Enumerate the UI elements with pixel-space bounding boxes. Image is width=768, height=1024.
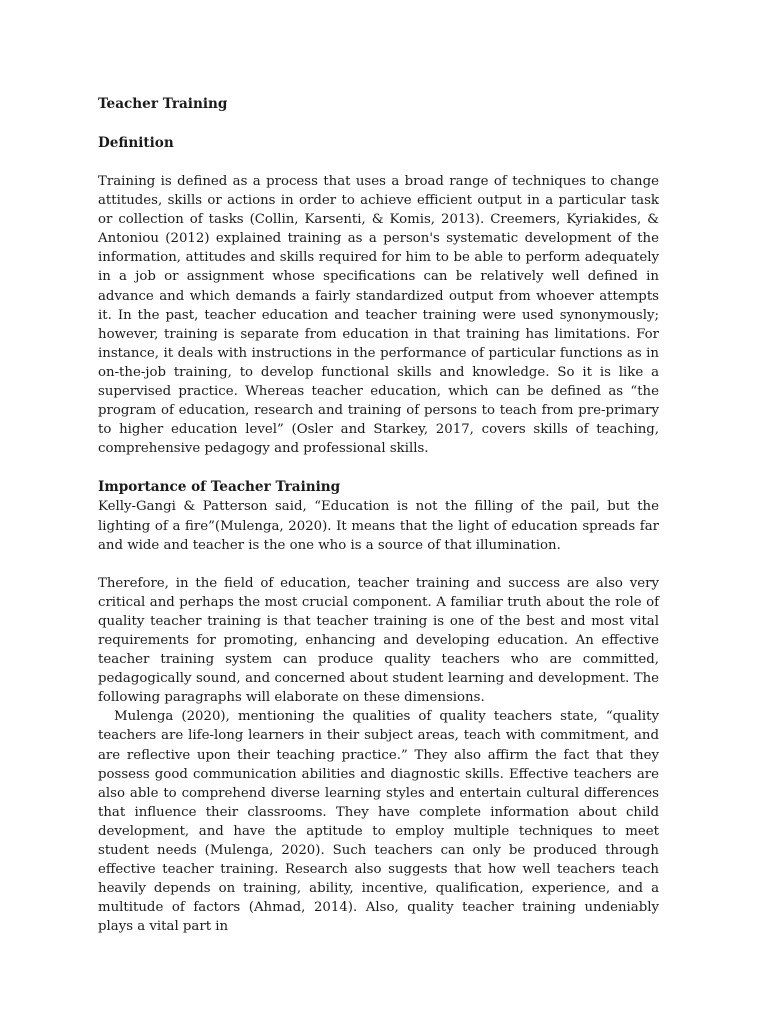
- importance-paragraph-critical: Therefore, in the field of education, teacher training and success are also very critical and perhaps the most crucial component. A familiar truth about the role of quality teacher training is that teacher training is one of the best and most vital requirements for promoting, enhancing and developing education. An effective teacher training system can produce quality teachers who are committed, pedagogically sound, and concerned about student learning and development. The following paragraphs will elaborate on these dimensions.: [98, 575, 659, 706]
- definition-paragraph: Training is defined as a process that uses a broad range of techniques to change attitudes, skills or actions in order to achieve efficient output in a particular task or collection of tasks (Collin, Karsenti, & Komis, 2013). Creemers, Kyriakides, & Antoniou (2012) explained training as a person's systematic development of the information, attitudes and skills required for him to be able to perform adequately in a job or assignment whose specifications can be relatively well defined in advance and which demands a fairly standardized output from whoever attempts it. In the past, teacher education and teacher training were used synonymously; however, training is separate from education in that training has limitations. For instance, it deals with instructions in the performance of particular functions as in on-the-job training, to develop functional skills and knowledge. So it is like a supervised practice. Whereas teacher education, which can be defined as “the program of education, research and training of persons to teach from pre-primary to higher education level” (Osler and Starkey, 2017, covers skills of teaching, comprehensive pedagogy and professional skills.: [98, 174, 659, 457]
- importance-heading: Importance of Teacher Training: [98, 479, 341, 496]
- importance-paragraph-qualities: Mulenga (2020), mentioning the qualities of quality teachers state, “quality teachers are life-long learners in their subject areas, teach with commitment, and are reflective upon their teaching practice.” They also affirm the fact that they possess good communication abilities and diagnostic skills. Effective teachers are also able to comprehend diverse learning styles and entertain cultural differences that influence their classrooms. They have complete information about child development, and have the aptitude to employ multiple techniques to meet student needs (Mulenga, 2020). Such teachers can only be produced through effective teacher training. Research also suggests that how well teachers teach heavily depends on training, ability, incentive, qualification, experience, and a multitude of factors (Ahmad, 2014). Also, quality teacher training undeniably plays a vital part in: [98, 709, 659, 935]
- definition-heading: Definition: [98, 135, 174, 151]
- document-title: Teacher Training: [98, 96, 228, 112]
- importance-paragraph-quote: Kelly-Gangi & Patterson said, “Education is not the filling of the pail, but the lighting of a fire”(Mulenga, 2020). It means that the light of education spreads far and wide and teacher is the one who is a source of that illumination.: [98, 499, 659, 553]
- document-body: [98, 92, 659, 936]
